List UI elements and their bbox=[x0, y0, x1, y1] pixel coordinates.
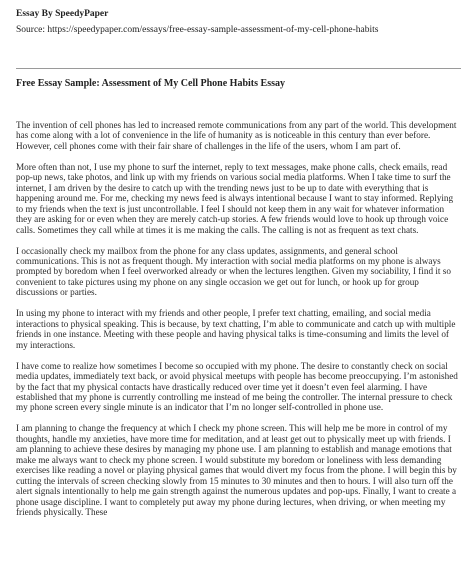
paragraph: I am planning to change the frequency at which I check my phone screen. This will help me be more in control of my thoughts, handle my anxieties, have more time for meditation, and at least get out to physically meet up with friends. I am planning to achieve these desires by managing my phone use. I am planning to establish and manage emotions that make me always want to check my phone screen. I would substitute my boredom or loneliness with less demanding exercises like reading a novel or playing physical games that would divert my focus from the phone. I will begin this by cutting the intervals of screen checking slowly from 15 minutes to 30 minutes and then to hours. I will also turn off the alert signals intentionally to help me gain strength against the numerous updates and pop-ups. Finally, I want to create a phone usage discipline. I want to completely put away my phone during lectures, when driving, or when meeting my friends physically. These bbox=[16, 423, 457, 517]
paragraph: The invention of cell phones has led to increased remote communications from any part of the world. This development has come along with a lot of convenience in the life of humanity as is noticeable in this century than ever before. However, cell phones come with their fair share of challenges in the life of the users, whom I am part of. bbox=[16, 120, 457, 151]
essay-title: Free Essay Sample: Assessment of My Cell Phone Habits Essay bbox=[16, 78, 285, 89]
paragraph: In using my phone to interact with my friends and other people, I prefer text chatting, emailing, and social media interactions to physical speaking. This is because, by text chatting, I’m able to communicate and catch up with multiple friends in one instance. Meeting with these people and having physical talks is time-consuming and limits the level of my interactions. bbox=[16, 308, 456, 350]
source-line: Source: https://speedypaper.com/essays/free-essay-sample-assessment-of-my-cell-phone-habits bbox=[16, 25, 379, 35]
paragraph: More often than not, I use my phone to surf the internet, reply to text messages, make phone calls, check emails, read pop-up news, take photos, and link up with my friends on various social media platforms. When I take time to surf the internet, I am driven by the desire to catch up with the trending news just to be up to date with everything that is happening around me. For me, checking my news feed is always intentional because I want to stay informed. Replying to my friends when the text is just uncontrollable. I feel I should not keep them in any wait for whatever information they are asking for or even when they are merely catch-up stories. A few friends would love to hook up through voice calls. Sometimes they call while at times it is me making the calls. The calling is not as frequent as text chats. bbox=[16, 161, 454, 235]
paragraph: I have come to realize how sometimes I become so occupied with my phone. The desire to constantly check on social media updates, immediately text back, or avoid physical meetups with people has become preoccupying. I’m astonished by the fact that my physical contacts have drastically reduced over time yet it doesn’t even feel alarming. I have established that my phone is currently controlling me instead of me being the controller. The internal pressure to check my phone screen every single minute is an indicator that I’m no longer self-controlled in phone use. bbox=[16, 360, 458, 413]
essay-body bbox=[16, 120, 462, 528]
header-divider bbox=[16, 68, 461, 69]
paragraph: I occasionally check my mailbox from the phone for any class updates, assignments, and general school communications. This is not as frequent though. My interaction with social media platforms on my phone is always prompted by boredom when I feel overworked already or when the lectures lengthen. Given my sociability, I find it so convenient to take pictures using my phone on any single occasion we get out for lunch, or hook up for group discussions or parties. bbox=[16, 245, 451, 298]
document-header bbox=[16, 8, 461, 36]
header-title: Essay By SpeedyPaper bbox=[16, 9, 109, 19]
